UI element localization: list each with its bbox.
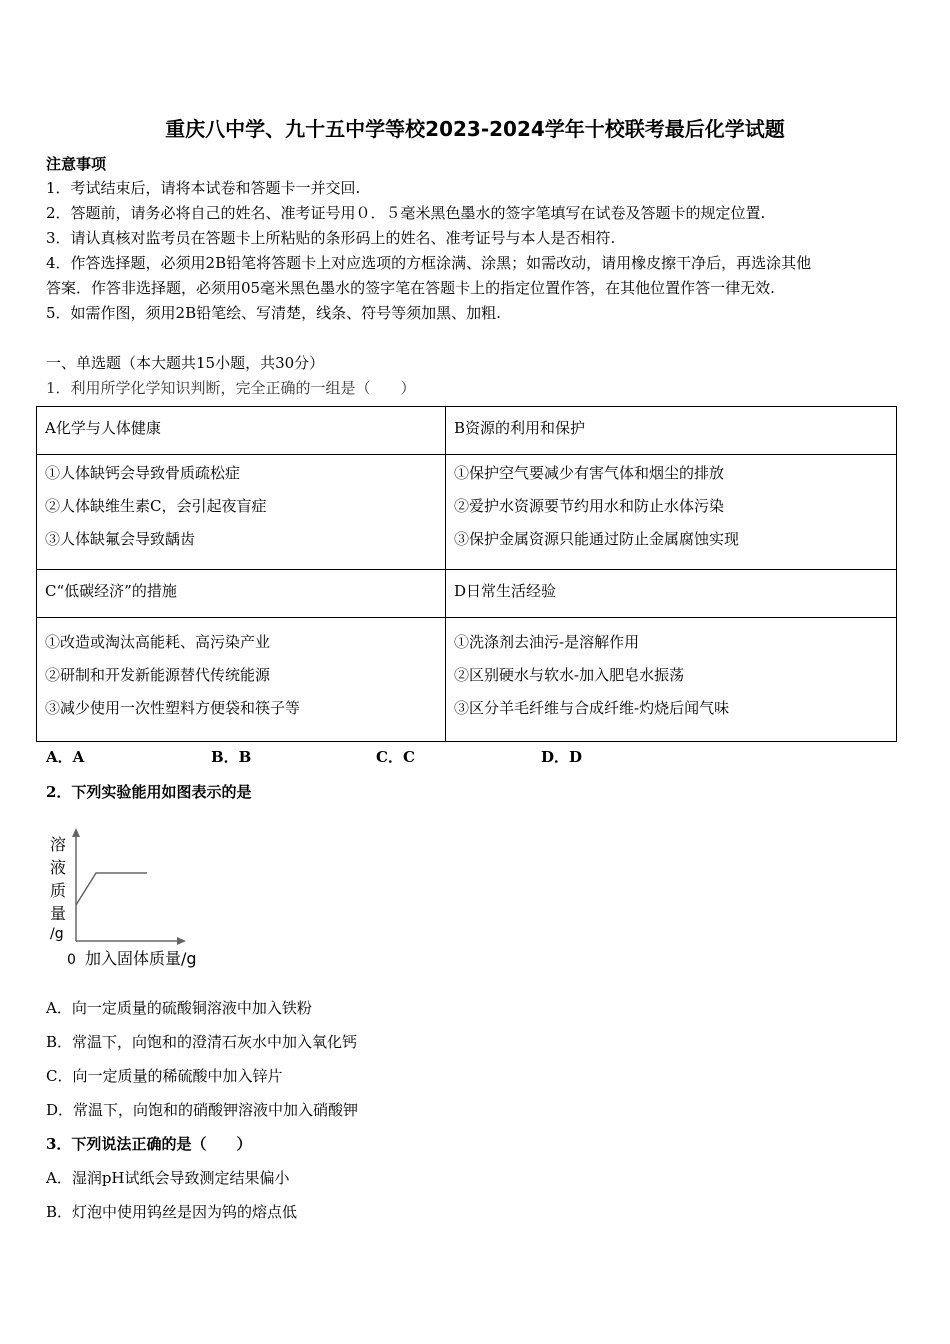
list-item: ③保护金属资源只能通过防止金属腐蚀实现 [454, 530, 740, 548]
list-item: ②研制和开发新能源替代传统能源 [45, 666, 271, 684]
question-2-stem: 2．下列实验能用如图表示的是 [46, 783, 252, 801]
y-axis-arrow [72, 828, 80, 837]
y-axis-label-char: /g [50, 926, 64, 942]
option-d: D．D [541, 748, 583, 766]
question-1-stem: 1．利用所学化学知识判断，完全正确的一组是（ ） [46, 379, 416, 397]
option-d: D．常温下，向饱和的硝酸钾溶液中加入硝酸钾 [46, 1101, 359, 1119]
cell-heading-text: C“低碳经济”的措施 [45, 582, 177, 600]
y-axis-label-char: 量 [50, 904, 67, 923]
list-item: ②爱护水资源要节约用水和防止水体污染 [454, 497, 725, 515]
option-a: A．向一定质量的硫酸铜溶液中加入铁粉 [46, 999, 312, 1017]
cell-c-items [37, 618, 446, 742]
list-item: ③人体缺氟会导致龋齿 [45, 530, 196, 548]
option-a: A．A [46, 748, 85, 766]
list-item: ①洗涤剂去油污-是溶解作用 [454, 633, 640, 651]
question-1-table [36, 406, 897, 742]
option-b: B．常温下，向饱和的澄清石灰水中加入氧化钙 [46, 1033, 358, 1051]
note-item: 3．请认真核对监考员在答题卡上所粘贴的条形码上的姓名、准考证号与本人是否相符. [46, 229, 616, 247]
cell-heading-text: D日常生活经验 [454, 582, 557, 600]
option-b: B．灯泡中使用钨丝是因为钨的熔点低 [46, 1203, 298, 1221]
note-item: 2．答题前，请务必将自己的姓名、准考证号用０．５毫米黑色墨水的签字笔填写在试卷及答题卡的规定位置. [46, 204, 766, 222]
note-item: 1．考试结束后，请将本试卷和答题卡一并交回. [46, 179, 361, 197]
list-item: ①保护空气要减少有害气体和烟尘的排放 [454, 464, 725, 482]
cell-a-heading [37, 407, 446, 455]
cell-a-items [37, 455, 446, 570]
graph-curve [76, 873, 147, 905]
cell-b-items [446, 455, 897, 570]
cell-c-heading [37, 570, 446, 618]
cell-d-heading [446, 570, 897, 618]
list-item: ①人体缺钙会导致骨质疏松症 [45, 464, 241, 482]
cell-heading-text: B资源的利用和保护 [454, 419, 586, 437]
note-item: 答案．作答非选择题，必须用05毫米黑色墨水的签字笔在答题卡上的指定位置作答，在其他位置作答一律无效. [46, 279, 775, 297]
list-item: ②区别硬水与软水-加入肥皂水振荡 [454, 666, 685, 684]
cell-d-items [446, 618, 897, 742]
option-a: A．湿润pH试纸会导致测定结果偏小 [46, 1169, 290, 1187]
option-b: B．B [211, 748, 252, 766]
option-c: C．向一定质量的稀硫酸中加入锌片 [46, 1067, 283, 1085]
x-axis-label: 加入固体质量/g [85, 949, 197, 968]
note-item: 4．作答选择题，必须用2B铅笔将答题卡上对应选项的方框涂满、涂黑；如需改动，请用橡皮擦干净后，再选涂其他 [46, 254, 812, 272]
y-axis-label-char: 溶 [50, 835, 67, 854]
section-heading: 一、单选题（本大题共15小题，共30分） [46, 354, 325, 372]
list-item: ①改造或淘汰高能耗、高污染产业 [45, 633, 271, 651]
origin-label: 0 [67, 952, 76, 968]
list-item: ②人体缺维生素C，会引起夜盲症 [45, 497, 267, 515]
cell-b-heading [446, 407, 897, 455]
y-axis-label-char: 质 [50, 881, 67, 900]
y-axis-label-char: 液 [50, 858, 67, 877]
cell-heading-text: A化学与人体健康 [45, 419, 161, 437]
x-axis-arrow [177, 937, 186, 945]
question-3-stem: 3．下列说法正确的是（ ） [46, 1135, 252, 1153]
page-title: 重庆八中学、九十五中学等校2023-2024学年十校联考最后化学试题 [165, 117, 785, 141]
list-item: ③区分羊毛纤维与合成纤维-灼烧后闻气味 [454, 699, 730, 717]
notes-heading: 注意事项 [46, 155, 107, 173]
option-c: C．C [376, 748, 415, 766]
question-2-graph [40, 825, 220, 975]
note-item: 5．如需作图，须用2B铅笔绘、写清楚，线条、符号等须加黑、加粗. [46, 304, 501, 322]
list-item: ③减少使用一次性塑料方便袋和筷子等 [45, 699, 301, 717]
